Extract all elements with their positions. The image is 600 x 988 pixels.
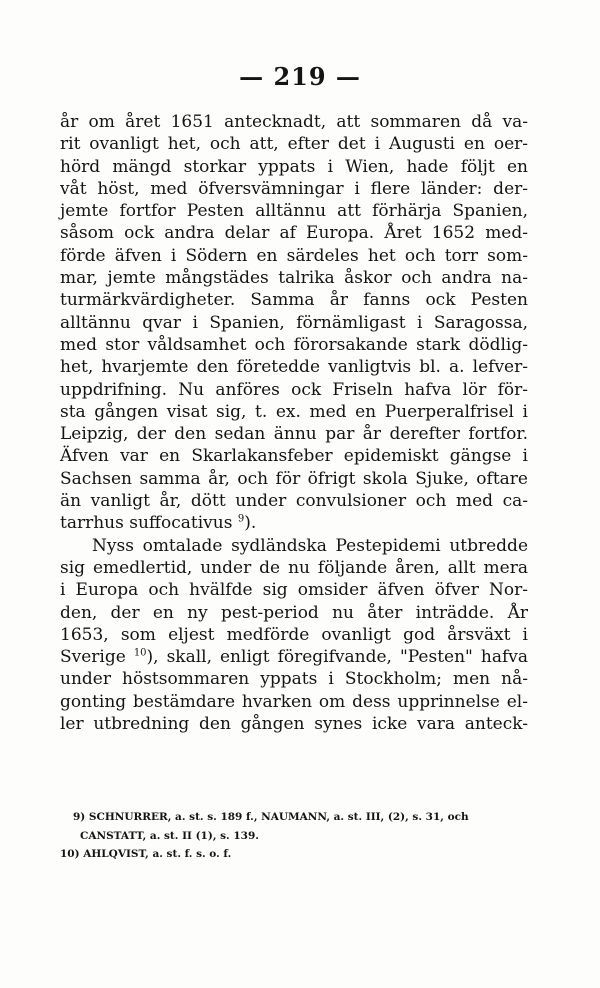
footnote-ref-10: 10 [133,647,147,659]
footnote-9: 9) SCHNURRER, a. st. s. 189 f., NAUMANN, a. st. III, (2), s. 31, och [73,811,469,823]
text-line: under höstsommaren yppats i Stockholm; men nå- [60,669,528,690]
footnotes [60,808,528,864]
page-number: — 219 — [239,62,361,91]
text-line: såsom ock andra delar af Europa. Året 1652 med- [60,223,528,244]
text-line: 1653, som eljest medförde ovanligt god årsväxt i [60,624,528,645]
line-text: Sverige [60,647,134,668]
text-line: våt höst, med öfversvämningar i flere länder: der- [60,178,528,199]
line-text: ). [244,513,257,534]
body-text [60,111,528,735]
text-line: den, der en ny pest-period nu åter inträdde. År [60,602,528,623]
text-line: år om året 1651 antecknadt, att sommaren då va- [60,112,528,132]
text-line: i Europa och hvälfde sig omsider äfven öfver Nor- [60,580,528,601]
text-line: jemte fortfor Pesten alltännu att förhärja Spanien, [60,201,528,222]
line-text: tarrhus suffocativus [60,513,238,534]
text-line: än vanligt år, dött under convulsioner och med ca- [60,491,528,512]
text-line: sta gången visat sig, t. ex. med en Puerperalfrisel i [60,401,528,422]
text-line: förde äfven i Södern en särdeles het och torr som- [60,245,528,266]
text-line: rit ovanligt het, och att, efter det i Augusti en oer- [60,134,528,155]
text-line: ler utbredning den gången synes icke vara anteck- [60,714,528,735]
text-line: sig emedlertid, under de nu följande åren, allt mera [60,557,528,578]
text-line: uppdrifning. Nu anföres ock Friseln hafva lör för- [60,379,528,400]
text-line: gonting bestämdare hvarken om dess upprinnelse el- [60,691,528,712]
footnote-ref-9: 9 [237,513,245,525]
text-line-paragraph-start: Nyss omtalade sydländska Pestepidemi utbredde [92,535,528,556]
footnote-9-continued: CANSTATT, a. st. II (1), s. 139. [80,829,259,842]
footnote-10: 10) AHLQVIST, a. st. f. s. o. f. [60,848,232,860]
text-line: mar, jemte mångstädes talrika åskor och andra na- [60,268,528,289]
text-line-paragraph-end [60,512,528,534]
text-line: hörd mängd storkar yppats i Wien, hade följt en [60,156,528,177]
text-line: het, hvarjemte den företedde vanligtvis bl. a. lefver- [60,357,528,378]
text-line: Sachsen samma år, och för öfrigt skola Sjuke, oftare [60,468,528,489]
text-line: Leipzig, der den sedan ännu par år derefter fortfor. [60,424,528,445]
text-line: turmärkvärdigheter. Samma år fanns ock Pesten [60,290,528,311]
text-line: alltännu qvar i Spanien, förnämligast i Saragossa, [60,312,528,333]
text-line: med stor våldsamhet och förorsakande stark dödlig- [60,334,528,355]
line-text: ), skall, enligt föregifvande, "Pesten" hafva [146,647,528,668]
text-line [60,646,528,668]
text-line: Äfven var en Skarlakansfeber epidemiskt gängse i [60,446,528,467]
